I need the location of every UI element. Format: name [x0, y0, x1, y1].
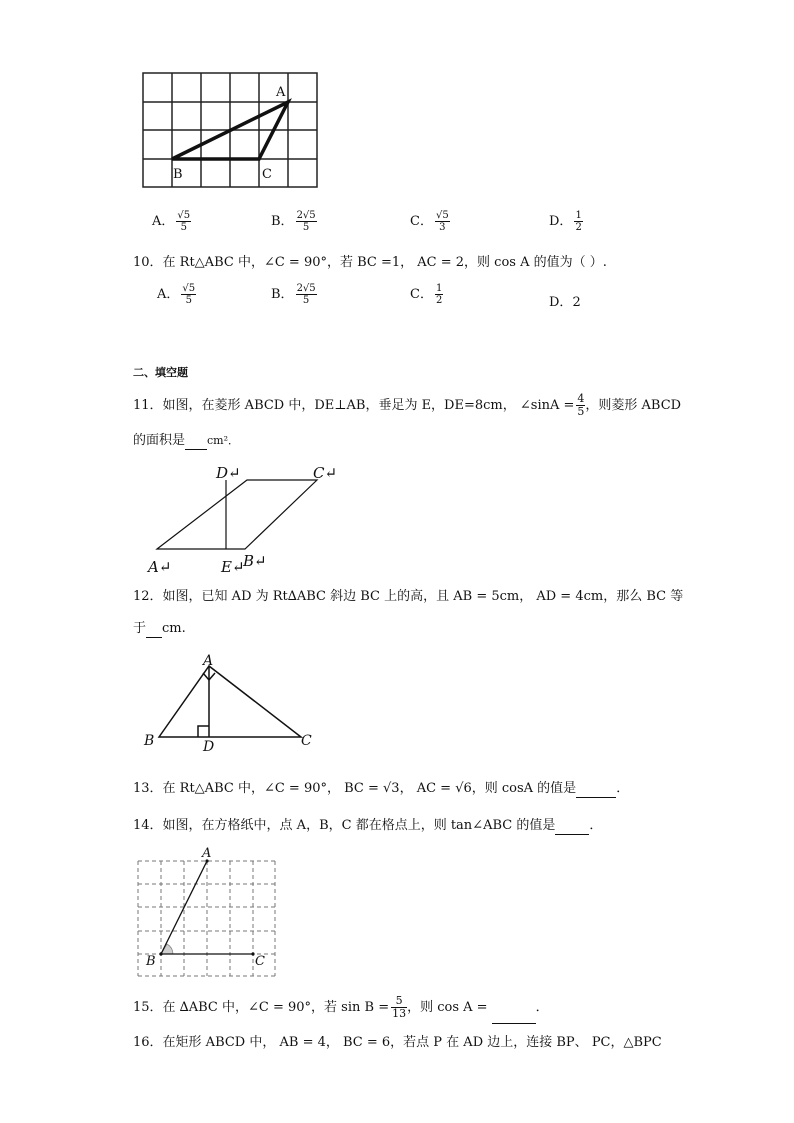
q12-label-a: A [203, 653, 214, 669]
q12-label-c: C [301, 733, 312, 749]
q13-answer-blank[interactable] [576, 781, 616, 798]
q9-label-a: A [276, 85, 286, 100]
q14-text: 14．如图，在方格纸中，点 A，B，C 都在格点上，则 tan∠ABC 的值是 ． [133, 818, 603, 833]
q12-text-line2: 于 cm. [133, 621, 186, 636]
q9-option-a[interactable]: A． $\frac{√5}{5}$ [152, 210, 191, 233]
q12-triangle-figure [140, 652, 320, 754]
q14-label-b: B [146, 954, 156, 969]
q9-option-d[interactable]: D． $\frac{1}{2}$ [549, 210, 582, 233]
q9-option-b[interactable]: B． $\frac{2√5}{5}$ [271, 210, 316, 233]
q14-label-c: C [255, 954, 265, 969]
q12-label-d: D [203, 739, 215, 754]
q14-answer-blank[interactable] [555, 818, 589, 835]
q11-label-a: A↵ [148, 558, 172, 576]
q11-answer-blank[interactable] [185, 433, 207, 450]
q9-grid-figure [140, 70, 322, 190]
q16-text: 16．在矩形 ABCD 中， AB = 4， BC = 6，若点 P 在 AD 边上，连接 BP、 PC，△BPC [133, 1035, 662, 1050]
q10-option-a[interactable]: A． $\frac{√5}{5}$ [157, 283, 196, 306]
q15-answer-blank[interactable] [492, 993, 536, 1024]
q11-label-d: D↵ [216, 464, 241, 482]
q10-option-c[interactable]: C． $\frac{1}{2}$ [410, 283, 443, 306]
q10-option-b[interactable]: B． $\frac{2√5}{5}$ [271, 283, 316, 306]
q12-label-b: B [144, 733, 155, 749]
q11-text-line2: 的面积是 cm²． [133, 433, 240, 448]
q15-text: 15．在 ∆ABC 中，∠C = 90°，若 sin B = $\frac{5}{13}$ ，则 cos A = ． [133, 993, 549, 1024]
q14-label-a: A [202, 846, 212, 861]
section-title: 二、填空题 [133, 366, 188, 379]
q11-text-line1: 11．如图，在菱形 ABCD 中，DE⊥AB，垂足为 E，DE=8cm， ∠sinA = $\frac{4}{5}$ ，则菱形 ABCD [133, 392, 682, 418]
q11-label-b: B↵ [243, 552, 267, 570]
q11-rhombus-figure [140, 460, 350, 580]
q14-grid-figure [135, 845, 280, 977]
q12-answer-blank[interactable] [146, 621, 162, 638]
q9-label-c: C [262, 167, 272, 182]
q12-text-line1: 12．如图，已知 AD 为 Rt∆ABC 斜边 BC 上的高，且 AB = 5cm， AD = 4cm，那么 BC 等 [133, 589, 684, 604]
q13-text: 13．在 Rt△ABC 中，∠C = 90°， BC = √3， AC = √6，则 cosA 的值是 ． [133, 781, 630, 796]
q9-option-c[interactable]: C． $\frac{√5}{3}$ [410, 210, 449, 233]
q10-option-d[interactable]: D．2 [549, 295, 581, 310]
q9-label-b: B [173, 167, 183, 182]
q10-text: 10．在 Rt△ABC 中，∠C = 90°，若 BC =1， AC = 2，则 cos A 的值为（ ）. [133, 255, 607, 270]
q11-label-c: C↵ [313, 464, 338, 482]
q11-label-e: E↵ [221, 558, 245, 576]
